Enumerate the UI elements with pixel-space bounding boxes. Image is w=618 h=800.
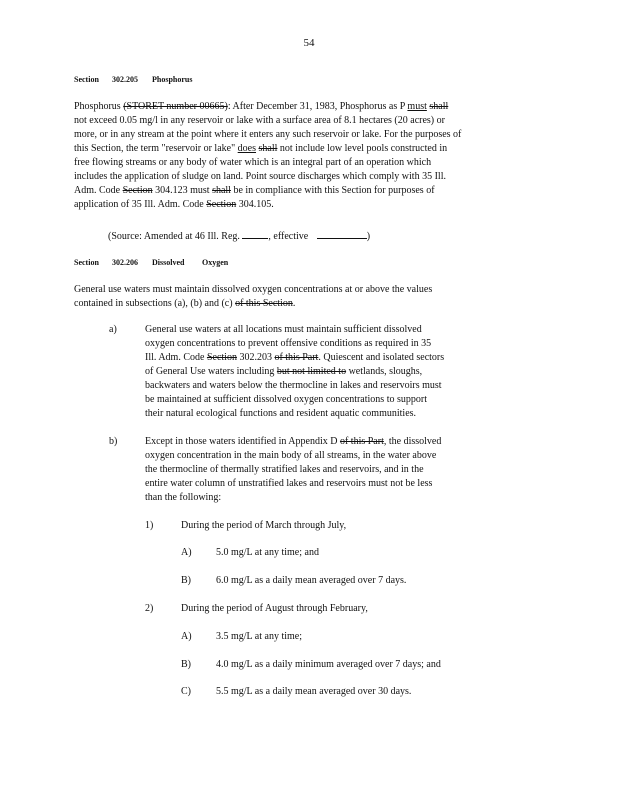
dissolved-oxygen-intro-line	[74, 283, 432, 297]
item-2-a-label: A)	[181, 631, 192, 642]
text-run: 304.123 must	[152, 185, 213, 196]
dissolved-oxygen-intro-line	[74, 297, 432, 311]
text-run: Ill. Adm. Code	[145, 352, 207, 363]
section-title-part-2: Oxygen	[202, 258, 229, 267]
item-2-b-text: 4.0 mg/L as a daily minimum averaged over 7 days; and	[216, 659, 441, 670]
item-2-c-text: 5.5 mg/L as a daily mean averaged over 30 days.	[216, 686, 412, 697]
text-run: the thermocline of thermally stratified lakes and reservoirs, and in the	[145, 464, 424, 475]
source-note	[108, 228, 370, 242]
text-run: be in compliance with this Section for purposes of	[230, 185, 435, 196]
deleted-text: of this Part	[274, 352, 319, 363]
deleted-text: of this Section	[235, 298, 293, 309]
text-run: of General Use waters including	[145, 366, 277, 377]
text-run: General use waters must maintain dissolved oxygen concentrations at or above the values	[74, 284, 433, 295]
item-1-a-label: A)	[181, 547, 192, 558]
subsection-b-line	[145, 477, 441, 491]
section-word: Section	[74, 258, 99, 267]
item-2-c-label: C)	[181, 686, 191, 697]
dissolved-oxygen-intro	[74, 283, 432, 311]
text-run: more, or in any stream at the point where it enters any such reservoir or lake. For the purposes of	[74, 129, 462, 140]
text-run: 304.105.	[236, 199, 274, 210]
subsection-a-line	[145, 379, 444, 393]
text-run: includes the application of sludge on land. Point source discharges which comply with 35 Ill.	[74, 171, 446, 182]
deleted-text: shall	[429, 101, 449, 112]
subsection-b-line	[145, 449, 441, 463]
deleted-text: shall	[212, 185, 231, 196]
item-2-label: 2)	[145, 603, 154, 614]
subsection-a-line	[145, 323, 444, 337]
phosphorus-paragraph-line	[74, 170, 540, 184]
subsection-a-line	[145, 407, 444, 421]
subsection-a-line	[145, 337, 444, 351]
inserted-text: does	[237, 143, 257, 154]
inserted-text: must	[407, 101, 427, 112]
subsection-b-label: b)	[109, 436, 118, 447]
phosphorus-paragraph-line	[74, 100, 540, 114]
phosphorus-paragraph-line	[74, 184, 540, 198]
text-run: application of 35 Ill. Adm. Code	[74, 199, 207, 210]
text-run: entire water column of unstratified lakes and reservoirs must not be less	[145, 478, 433, 489]
item-2-text: During the period of August through February,	[181, 603, 368, 614]
deleted-text: shall	[258, 143, 278, 154]
source-suffix: )	[366, 231, 371, 242]
text-run: Except in those waters identified in Appendix D	[145, 436, 340, 447]
text-run: General use waters at all locations must maintain sufficient dissolved	[145, 324, 422, 335]
item-1-b-text: 6.0 mg/L as a daily mean averaged over 7 days.	[216, 575, 407, 586]
section-heading-302-206	[74, 258, 228, 267]
deleted-text: (STORET number 00665)	[123, 101, 228, 112]
phosphorus-paragraph-line	[74, 198, 540, 212]
deleted-text: Section	[206, 352, 237, 363]
source-separator: , effective	[268, 231, 309, 242]
text-run: be maintained at sufficient dissolved oxygen concentrations to support	[145, 394, 427, 405]
text-run: contained in subsections (a), (b) and (c)	[74, 298, 236, 309]
phosphorus-paragraph-line	[74, 142, 540, 156]
subsection-a-line	[145, 351, 444, 365]
effective-date-blank	[317, 228, 367, 239]
register-number-blank	[242, 228, 268, 239]
deleted-text: of this Part	[339, 436, 384, 447]
subsection-a-label: a)	[109, 324, 117, 335]
phosphorus-paragraph-line	[74, 114, 540, 128]
item-1-a-text: 5.0 mg/L at any time; and	[216, 547, 319, 558]
subsection-b-text	[145, 435, 441, 505]
subsection-b-line	[145, 491, 441, 505]
page-number: 54	[303, 37, 315, 49]
text-run: 302.203	[236, 352, 275, 363]
item-2-b-label: B)	[181, 659, 191, 670]
text-run: free flowing streams or any body of water which is an integral part of an operation which	[74, 157, 432, 168]
deleted-text: Section	[206, 199, 237, 210]
section-word: Section	[74, 75, 99, 84]
text-run: , the dissolved	[383, 436, 442, 447]
text-run: Adm. Code	[74, 185, 123, 196]
subsection-a-text	[145, 323, 444, 421]
text-run: not exceed 0.05 mg/l in any reservoir or lake with a surface area of 8.1 hectares (20 acres) or	[74, 115, 445, 126]
text-run: : After December 31, 1983, Phosphorus as P	[227, 101, 408, 112]
text-run: their natural ecological functions and resident aquatic communities.	[145, 408, 417, 419]
subsection-a-line	[145, 365, 444, 379]
text-run: .	[292, 298, 296, 309]
deleted-text: but not limited to	[276, 366, 347, 377]
subsection-b-line	[145, 463, 441, 477]
section-heading-302-205	[74, 75, 192, 84]
text-run: not include low level pools constructed in	[277, 143, 448, 154]
text-run: oxygen concentrations to prevent offensive conditions as required in 35	[145, 338, 432, 349]
item-1-b-label: B)	[181, 575, 191, 586]
text-run: wetlands, sloughs,	[346, 366, 423, 377]
section-title-part-1: Dissolved	[152, 258, 185, 267]
section-number: 302.205	[112, 75, 138, 84]
item-2-a-text: 3.5 mg/L at any time;	[216, 631, 303, 642]
text-run: this Section, the term "reservoir or lake"	[74, 143, 238, 154]
item-1-text: During the period of March through July,	[181, 520, 347, 531]
item-1-label: 1)	[145, 520, 154, 531]
subsection-b-line	[145, 435, 441, 449]
text-run: Phosphorus	[74, 101, 124, 112]
subsection-a-line	[145, 393, 444, 407]
text-run: than the following:	[145, 492, 222, 503]
phosphorus-paragraph-line	[74, 128, 540, 142]
section-number: 302.206	[112, 258, 138, 267]
text-run: backwaters and waters below the thermocline in lakes and reservoirs must	[145, 380, 442, 391]
text-run: . Quiescent and isolated sectors	[318, 352, 445, 363]
phosphorus-paragraph-line	[74, 156, 540, 170]
section-title: Phosphorus	[152, 75, 193, 84]
text-run: oxygen concentration in the main body of all streams, in the water above	[145, 450, 437, 461]
source-prefix: (Source: Amended at 46 Ill. Reg.	[108, 231, 240, 242]
deleted-text: Section	[122, 185, 153, 196]
phosphorus-paragraph	[74, 100, 540, 212]
